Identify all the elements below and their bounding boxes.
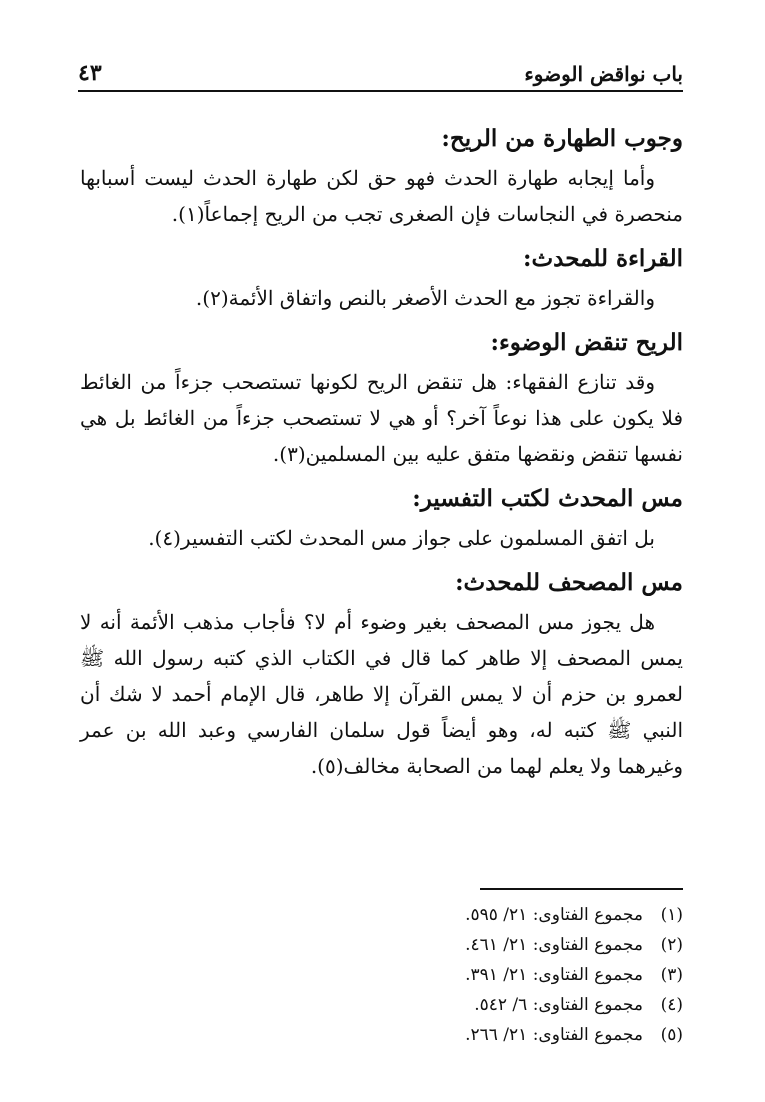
main-text xyxy=(80,122,683,794)
footnote-text: مجموع الفتاوى: ٦/ ٥٤٢. xyxy=(474,995,643,1015)
footnote-text: مجموع الفتاوى: ٢١/ ٢٦٦. xyxy=(465,1025,643,1045)
footnote-divider xyxy=(480,888,683,890)
footnote-item xyxy=(400,900,683,930)
footnote-number: (٣) xyxy=(660,965,683,985)
paragraph: والقراءة تجوز مع الحدث الأصغر بالنص واتفاق الأئمة(٢). xyxy=(195,286,655,310)
footnote-text: مجموع الفتاوى: ٢١/ ٥٩٥. xyxy=(465,905,643,925)
section-title: الريح تنقض الوضوء: xyxy=(490,329,683,356)
paragraph: هل يجوز مس المصحف بغير وضوء أم لا؟ فأجاب مذهب الأئمة أنه لا يمس المصحف إلا طاهر كما قال في الكتاب الذي كتبه رسول الله ﷺ لعمرو بن حزم أن لا يمس القرآن إلا طاهر، قال الإمام أحمد لا شك أن النبي ﷺ كتبه له، وهو أيضاً قول سلمان الفارسي وعبد الله بن عمر وغيرهما ولا يعلم لهما من الصحابة مخالف(٥). xyxy=(80,610,683,778)
footnote-item xyxy=(400,930,683,960)
section-title: القراءة للمحدث: xyxy=(523,245,683,272)
page-number: ٤٣ xyxy=(78,60,102,86)
paragraph: بل اتفق المسلمون على جواز مس المحدث لكتب التفسير(٤). xyxy=(148,526,655,550)
footnote-text: مجموع الفتاوى: ٢١/ ٣٩١. xyxy=(465,965,643,985)
section-title: مس المصحف للمحدث: xyxy=(455,569,683,596)
section-mushaf xyxy=(80,566,683,784)
section-wind-purity xyxy=(80,122,683,232)
paragraph: وقد تنازع الفقهاء: هل تنقض الريح لكونها تستصحب جزءاً من الغائط فلا يكون على هذا نوعاً آخر؟ أو هي لا تستصحب جزءاً من الغائط بل هي نفسها تنقض ونقضها متفق عليه بين المسلمين(٣). xyxy=(80,370,683,466)
section-title: وجوب الطهارة من الريح: xyxy=(441,125,683,152)
paragraph: وأما إيجابه طهارة الحدث فهو حق لكن طهارة الحدث ليست أسبابها منحصرة في النجاسات فإن الصغرى تجب من الريح إجماعاً(١). xyxy=(80,166,683,226)
section-tafsir-books xyxy=(80,482,683,556)
section-reading xyxy=(80,242,683,316)
footnote-number: (٥) xyxy=(660,1025,683,1045)
footnote-item xyxy=(400,1020,683,1050)
running-header xyxy=(78,62,683,88)
chapter-title: باب نواقض الوضوء xyxy=(524,62,683,86)
footnote-number: (٤) xyxy=(660,995,683,1015)
section-title: مس المحدث لكتب التفسير: xyxy=(412,485,683,512)
footnote-text: مجموع الفتاوى: ٢١/ ٤٦١. xyxy=(465,935,643,955)
header-divider xyxy=(78,90,683,92)
footnote-item xyxy=(400,960,683,990)
footnotes xyxy=(400,900,683,1050)
footnote-number: (٢) xyxy=(660,935,683,955)
footnote-number: (١) xyxy=(660,905,683,925)
footnote-item xyxy=(400,990,683,1020)
section-wind-nullifies xyxy=(80,326,683,472)
